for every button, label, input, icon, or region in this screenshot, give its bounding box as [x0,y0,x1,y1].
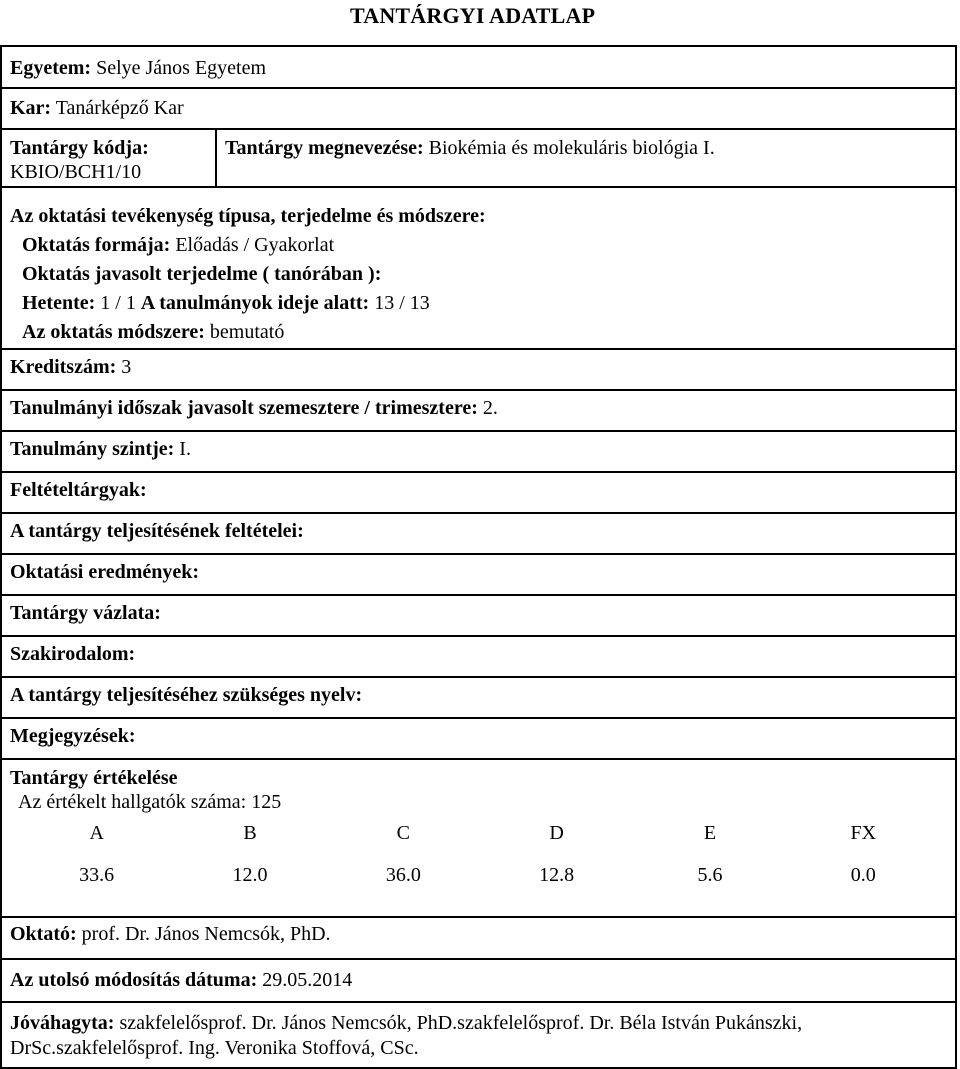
course-name-label: Tantárgy megnevezése: [225,137,424,159]
course-code-value: KBIO/BCH1/10 [10,161,142,183]
approved-value: szakfelelősprof. Dr. János Nemcsók, PhD.szakfelelősprof. Dr. Béla István Pukánszki, DrSc.szakfelelősprof. Ing. Veronika Stoffová, CSc. [10,1012,803,1059]
prerequisites-row [2,473,955,514]
credits-row [2,350,955,391]
literature-row [2,637,955,678]
teacher-value: prof. Dr. János Nemcsók, PhD. [81,923,331,945]
approved-label: Jóváhagyta: [10,1012,115,1034]
last-modified-row [2,960,955,1003]
outcomes-row [2,555,955,596]
literature-label: Szakirodalom: [10,643,136,665]
notes-row [2,719,955,760]
extent-heading: Oktatás javasolt terjedelme ( tanórában ): [22,263,382,285]
grade-column-d [480,819,633,893]
approved-row [2,1003,955,1067]
teacher-row [2,918,955,960]
university-row [2,47,955,89]
faculty-row [2,89,955,130]
credits-value: 3 [121,356,132,378]
outline-label: Tantárgy vázlata: [10,602,161,624]
course-code-label: Tantárgy kódja: [10,137,149,159]
form-value: Előadás / Gyakorlat [175,234,335,256]
method-value: bemutató [209,321,285,343]
grade-value: 12.8 [539,864,575,886]
grade-header: E [703,822,717,844]
grade-column-e [633,819,786,893]
course-name-value: Biokémia és molekuláris biológia I. [428,137,715,159]
page-title: TANTÁRGYI ADATLAP [350,3,596,28]
level-label: Tanulmány szintje: [10,438,175,460]
university-value: Selye János Egyetem [96,57,267,79]
notes-label: Megjegyzések: [10,725,136,747]
grade-header: A [89,822,104,844]
grade-value: 5.6 [697,864,723,886]
course-data-sheet [0,45,957,1069]
grade-column-c [327,819,480,893]
activity-heading: Az oktatási tevékenység típusa, terjedelme és módszere: [10,205,486,227]
evaluation-row [2,760,955,918]
grade-column-b [173,819,326,893]
last-modified-value: 29.05.2014 [262,969,353,991]
course-code-row [2,130,955,188]
evaluation-heading: Tantárgy értékelése [10,767,178,789]
language-label: A tantárgy teljesítéséhez szükséges nyelv: [10,684,363,706]
grade-value: 12.0 [232,864,268,886]
conditions-label: A tantárgy teljesítésének feltételei: [10,520,304,542]
grade-header: C [396,822,410,844]
semester-value: 2. [482,397,498,419]
course-name-cell [217,130,955,186]
language-row [2,678,955,719]
credits-label: Kreditszám: [10,356,117,378]
grade-value: 33.6 [79,864,115,886]
period-value: 13 / 13 [374,292,430,314]
university-label: Egyetem: [10,57,92,79]
weekly-label: Hetente: [22,292,96,314]
activity-row [2,188,955,350]
grade-table [20,819,940,893]
form-label: Oktatás formája: [22,234,171,256]
students-label: Az értékelt hallgatók száma: [18,791,247,813]
grade-value: 0.0 [850,864,876,886]
conditions-row [2,514,955,555]
prerequisites-label: Feltételtárgyak: [10,479,147,501]
outline-row [2,596,955,637]
grade-column-fx [787,819,940,893]
semester-label: Tanulmányi időszak javasolt szemesztere / trimesztere: [10,397,478,419]
grade-header: D [549,822,564,844]
semester-row [2,391,955,432]
last-modified-label: Az utolsó módosítás dátuma: [10,969,258,991]
period-label: A tanulmányok ideje alatt: [140,292,370,314]
grade-header: B [243,822,257,844]
level-row [2,432,955,473]
grade-header: FX [850,822,877,844]
grade-value: 36.0 [385,864,421,886]
students-value: 125 [251,791,282,813]
faculty-value: Tanárképző Kar [55,97,184,119]
teacher-label: Oktató: [10,923,77,945]
level-value: I. [179,438,191,460]
grade-column-a [20,819,173,893]
outcomes-label: Oktatási eredmények: [10,561,200,583]
weekly-value: 1 / 1 [100,292,136,314]
faculty-label: Kar: [10,97,52,119]
course-code-cell [2,130,217,186]
method-label: Az oktatás módszere: [22,321,205,343]
